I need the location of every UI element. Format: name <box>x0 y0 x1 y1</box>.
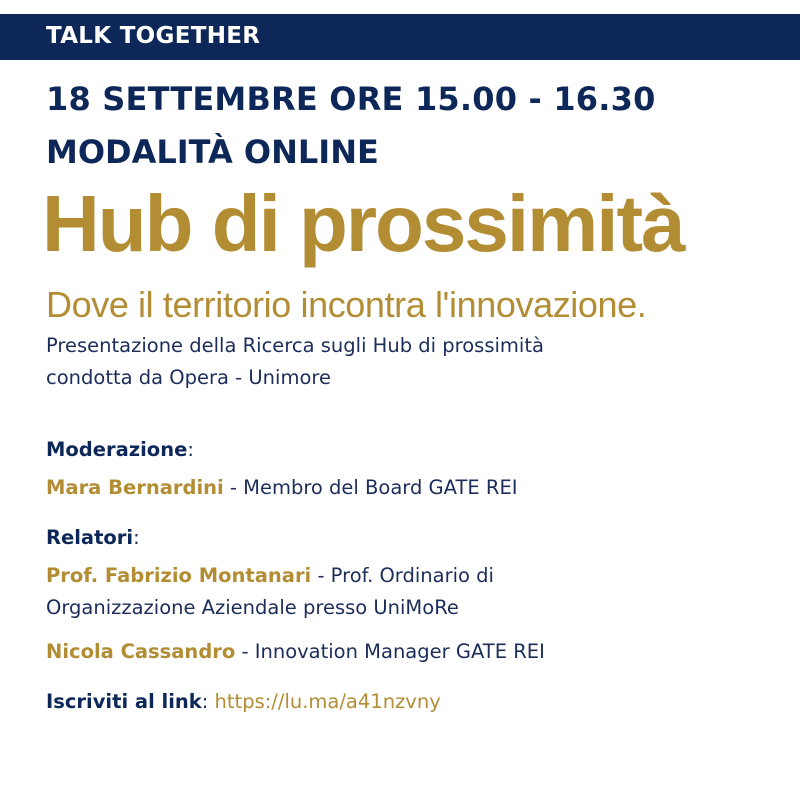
event-date-time: 18 SETTEMBRE ORE 15.00 - 16.30 <box>46 80 656 118</box>
band-label: TALK TOGETHER <box>46 23 261 49</box>
speaker-entry <box>46 640 545 663</box>
moderation-label: Moderazione <box>46 438 188 461</box>
moderator-entry <box>46 476 518 499</box>
speakers-heading <box>46 526 140 549</box>
speaker-name: Nicola Cassandro <box>46 640 236 663</box>
registration-colon: : <box>201 690 215 713</box>
event-description <box>46 330 746 394</box>
speaker-entry <box>46 564 494 587</box>
event-mode: MODALITÀ ONLINE <box>46 133 379 171</box>
speakers-colon: : <box>133 526 140 549</box>
event-subtitle: Dove il territorio incontra l'innovazione. <box>46 284 647 325</box>
description-line-1: Presentazione della Ricerca sugli Hub di prossimità <box>46 334 544 357</box>
event-title: Hub di prossimità <box>42 179 684 268</box>
speaker-role: - Innovation Manager GATE REI <box>235 640 545 663</box>
registration-label: Iscriviti al link <box>46 690 202 713</box>
top-band <box>0 14 800 60</box>
speaker-role: - Prof. Ordinario di <box>311 564 494 587</box>
registration-link[interactable]: https://lu.ma/a41nzvny <box>214 690 441 713</box>
speakers-label: Relatori <box>46 526 134 549</box>
description-line-2: condotta da Opera - Unimore <box>46 366 331 389</box>
moderation-colon: : <box>187 438 194 461</box>
registration-line <box>46 690 441 713</box>
moderation-heading <box>46 438 194 461</box>
moderator-role: - Membro del Board GATE REI <box>223 476 518 499</box>
speaker-name: Prof. Fabrizio Montanari <box>46 564 312 587</box>
speaker-role-continued: Organizzazione Aziendale presso UniMoRe <box>46 596 459 619</box>
moderator-name: Mara Bernardini <box>46 476 224 499</box>
